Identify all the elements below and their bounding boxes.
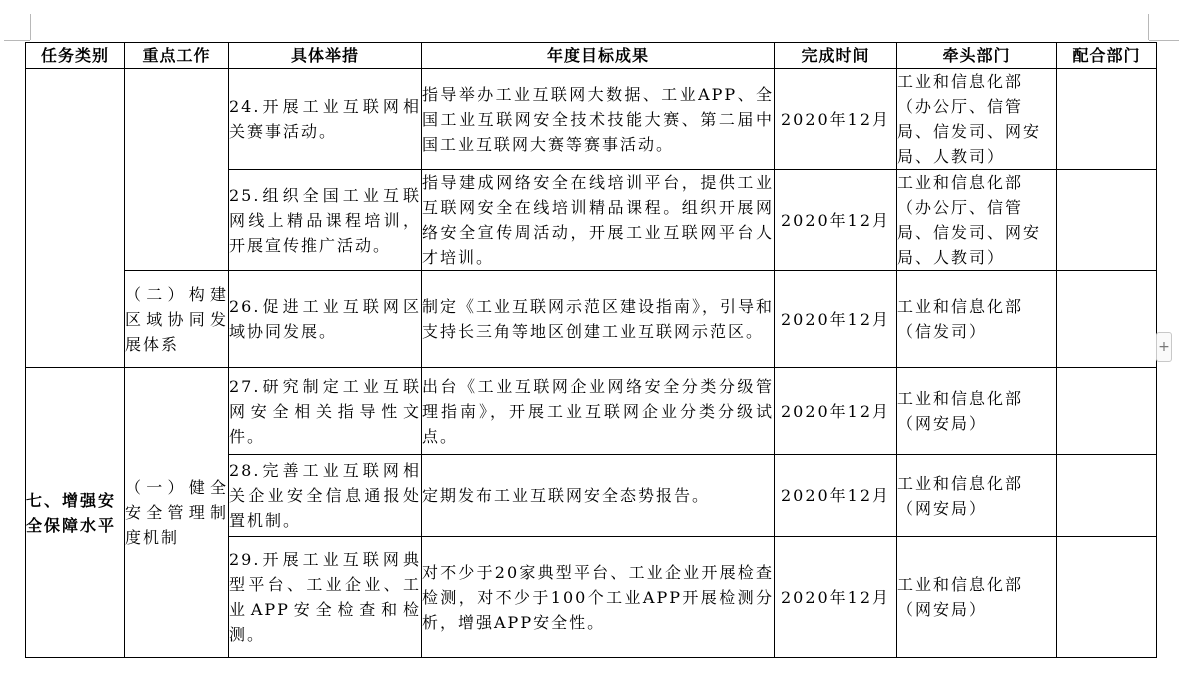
- crop-mark-top-right-vertical: [1148, 14, 1149, 40]
- target-cell: 出台《工业互联网企业网络安全分类分级管理指南》，开展工业互联网企业分类分级试点。: [422, 368, 775, 455]
- task-category-cell-empty: [26, 69, 125, 368]
- table-row: [26, 69, 1157, 170]
- header-task-category: 任务类别: [26, 43, 125, 69]
- completion-time-cell: 2020年12月: [775, 170, 897, 271]
- header-lead-department: 牵头部门: [897, 43, 1057, 69]
- task-category-security: 七、增强安全保障水平: [26, 368, 125, 658]
- measure-cell: 27.研究制定工业互联网安全相关指导性文件。: [229, 368, 422, 455]
- measure-cell: 26.促进工业互联网区域协同发展。: [229, 271, 422, 368]
- cooperating-department-cell: [1057, 69, 1157, 170]
- measure-cell: 29.开展工业互联网典型平台、工业企业、工业APP安全检查和检测。: [229, 537, 422, 658]
- measure-cell: 25.组织全国工业互联网线上精品课程培训，开展宣传推广活动。: [229, 170, 422, 271]
- lead-department-cell: 工业和信息化部（信发司）: [897, 271, 1057, 368]
- completion-time-cell: 2020年12月: [775, 537, 897, 658]
- lead-department-cell: 工业和信息化部（网安局）: [897, 537, 1057, 658]
- target-cell: 指导建成网络安全在线培训平台，提供工业互联网安全在线培训精品课程。组织开展网络安全宣传周活动，开展工业互联网平台人才培训。: [422, 170, 775, 271]
- header-cooperating-department: 配合部门: [1057, 43, 1157, 69]
- crop-mark-top-left-vertical: [30, 14, 31, 40]
- header-key-work: 重点工作: [125, 43, 229, 69]
- cooperating-department-cell: [1057, 271, 1157, 368]
- lead-department-cell: 工业和信息化部（网安局）: [897, 455, 1057, 537]
- add-row-button[interactable]: +: [1156, 332, 1172, 362]
- table-row: [26, 271, 1157, 368]
- lead-department-cell: 工业和信息化部（网安局）: [897, 368, 1057, 455]
- key-work-regional-coordination: （二）构建区域协同发展体系: [125, 271, 229, 368]
- completion-time-cell: 2020年12月: [775, 368, 897, 455]
- completion-time-cell: 2020年12月: [775, 271, 897, 368]
- crop-mark-top-right-horizontal: [1149, 40, 1179, 41]
- task-table: [25, 42, 1157, 658]
- key-work-cell-empty: [125, 69, 229, 271]
- completion-time-cell: 2020年12月: [775, 455, 897, 537]
- cooperating-department-cell: [1057, 170, 1157, 271]
- target-cell: 指导举办工业互联网大数据、工业APP、全国工业互联网安全技术技能大赛、第二届中国工业互联网大赛等赛事活动。: [422, 69, 775, 170]
- key-work-security-management: （一）健全安全管理制度机制: [125, 368, 229, 658]
- lead-department-cell: 工业和信息化部（办公厅、信管局、信发司、网安局、人教司）: [897, 170, 1057, 271]
- cooperating-department-cell: [1057, 368, 1157, 455]
- measure-cell: 28.完善工业互联网相关企业安全信息通报处置机制。: [229, 455, 422, 537]
- target-cell: 定期发布工业互联网安全态势报告。: [422, 455, 775, 537]
- cooperating-department-cell: [1057, 537, 1157, 658]
- target-cell: 对不少于20家典型平台、工业企业开展检查检测，对不少于100个工业APP开展检测分析，增强APP安全性。: [422, 537, 775, 658]
- completion-time-cell: 2020年12月: [775, 69, 897, 170]
- crop-mark-top-left-horizontal: [4, 40, 30, 41]
- measure-cell: 24.开展工业互联网相关赛事活动。: [229, 69, 422, 170]
- target-cell: 制定《工业互联网示范区建设指南》，引导和支持长三角等地区创建工业互联网示范区。: [422, 271, 775, 368]
- header-annual-target: 年度目标成果: [422, 43, 775, 69]
- header-completion-time: 完成时间: [775, 43, 897, 69]
- table-row: [26, 368, 1157, 455]
- header-row: [26, 43, 1157, 69]
- lead-department-cell: 工业和信息化部（办公厅、信管局、信发司、网安局、人教司）: [897, 69, 1057, 170]
- cooperating-department-cell: [1057, 455, 1157, 537]
- header-specific-measures: 具体举措: [229, 43, 422, 69]
